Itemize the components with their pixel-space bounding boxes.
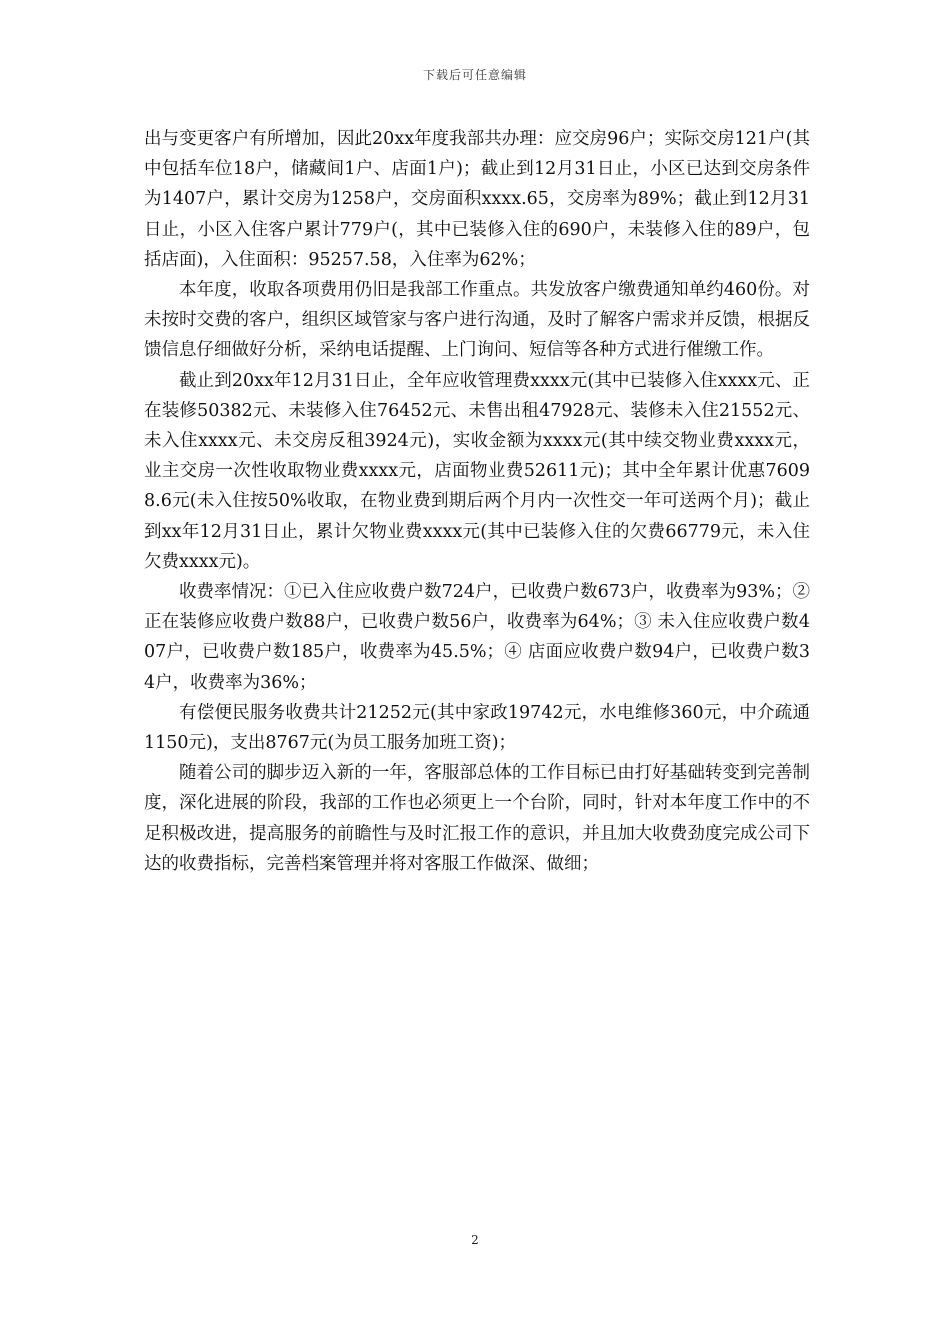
page-number: 2 — [471, 1233, 479, 1247]
paragraph-5: 有偿便民服务收费共计21252元(其中家政19742元，水电维修360元，中介疏通1150元)，支出8767元(为员工服务加班工资)； — [144, 702, 810, 754]
document-body — [144, 124, 810, 879]
paragraph-4: 收费率情况：①已入住应收费户数724户，已收费户数673户，收费率为93%；② 正在装修应收费户数88户，已收费户数56户，收费率为64%；③ 未入住应收费户数407户，已收费户数185户，收费率为45.5%；④ 店面应收费户数94户，已收费户数34户，收费率为36%； — [144, 582, 810, 693]
paragraph-2: 本年度，收取各项费用仍旧是我部工作重点。共发放客户缴费通知单约460份。对未按时交费的客户，组织区域管家与客户进行沟通，及时了解客户需求并反馈，根据反馈信息仔细做好分析，采纳电话提醒、上门询问、短信等各种方式进行催缴工作。 — [144, 280, 810, 361]
paragraph-3: 截止到20xx年12月31日止，全年应收管理费xxxx元(其中已装修入住xxxx元、正在装修50382元、未装修入住76452元、未售出租47928元、装修未入住21552元、未入住xxxx元、未交房反租3924元)，实收金额为xxxx元(其中续交物业费xxxx元，业主交房一次性收取物业费xxxx元，店面物业费52611元)；其中全年累计优惠76098.6元(未入住按50%收取，在物业费到期后两个月内一次性交一年可送两个月)；截止到xx年12月31日止，累计欠物业费xxxx元(其中已装修入住的欠费66779元，未入住欠费xxxx元)。 — [144, 370, 810, 572]
paragraph-6: 随着公司的脚步迈入新的一年，客服部总体的工作目标已由打好基础转变到完善制度，深化进展的阶段，我部的工作也必须更上一个台阶，同时，针对本年度工作中的不足积极改进，提高服务的前瞻性与及时汇报工作的意识，并且加大收费劲度完成公司下达的收费指标，完善档案管理并将对客服工作做深、做细； — [144, 763, 810, 874]
page-header: 下载后可任意编辑 — [422, 68, 527, 82]
paragraph-1: 出与变更客户有所增加，因此20xx年度我部共办理：应交房96户；实际交房121户(其中包括车位18户，储藏间1户、店面1户)；截止到12月31日止，小区已达到交房条件为1407户，累计交房为1258户，交房面积xxxx.65，交房率为89%；截止到12月31日止，小区入住客户累计779户(，其中已装修入住的690户，未装修入住的89户，包括店面)，入住面积：95257.58，入住率为62%； — [144, 129, 810, 270]
